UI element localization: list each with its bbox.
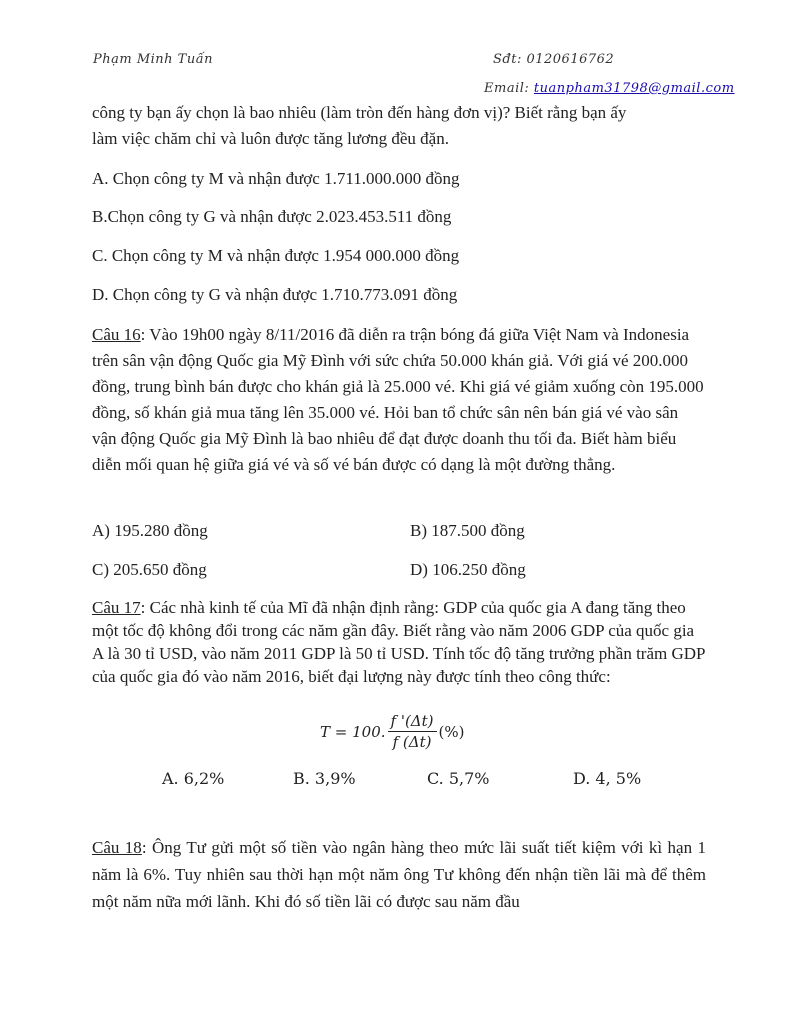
q16-option-d: D) 106.250 đồng bbox=[410, 560, 526, 579]
formula-denominator: f (Δt) bbox=[392, 733, 432, 751]
formula-lhs: T = 100. bbox=[320, 722, 386, 741]
q17-option-a: A. 6,2% bbox=[162, 769, 225, 788]
q15-option-c: C. Chọn công ty M và nhận được 1.954 000.000 đồng bbox=[92, 246, 460, 265]
q18-question bbox=[92, 834, 706, 915]
q15-intro-line1: công ty bạn ấy chọn là bao nhiêu (làm tròn đến hàng đơn vị)? Biết rằng bạn ấy bbox=[92, 103, 627, 122]
q17-label: Câu 17 bbox=[92, 598, 141, 617]
q18-text: : Ông Tư gửi một số tiền vào ngân hàng theo mức lãi suất tiết kiệm với kì hạn 1 năm là 6%. Tuy nhiên sau thời hạn một năm ông Tư không đến nhận tiền lãi mà để thêm một năm nữa mới lãnh. Khi đó số tiền lãi có được sau năm đầu bbox=[92, 838, 707, 911]
email-label: Email: bbox=[484, 81, 534, 96]
q17-text: : Các nhà kinh tế của Mĩ đã nhận định rằng: GDP của quốc gia A đang tăng theo một tốc độ không đổi trong các năm gần đây. Biết rằng vào năm 2006 GDP của quốc gia A là 30 tỉ USD, vào năm 2011 GDP là 50 tỉ USD. Tính tốc độ tăng trưởng phần trăm GDP của quốc gia đó vào năm 2016, biết đại lượng này được tính theo công thức: bbox=[92, 598, 705, 686]
email-link[interactable]: tuanpham31798@gmail.com bbox=[533, 81, 735, 96]
q15-option-a: A. Chọn công ty M và nhận được 1.711.000.000 đồng bbox=[92, 169, 460, 188]
formula-numerator: f '(Δt) bbox=[388, 712, 437, 732]
header-email bbox=[484, 81, 735, 96]
header-phone: Sđt: 0120616762 bbox=[493, 52, 615, 67]
q16-label: Câu 16 bbox=[92, 325, 141, 344]
formula-suffix: (%) bbox=[438, 722, 465, 741]
q17-option-b: B. 3,9% bbox=[293, 769, 356, 788]
q17-formula bbox=[320, 712, 465, 751]
q17-question bbox=[92, 596, 706, 688]
q16-text: : Vào 19h00 ngày 8/11/2016 đã diễn ra trận bóng đá giữa Việt Nam và Indonesia trên sân vận động Quốc gia Mỹ Đình với sức chứa 50.000 khán giả. Với giá vé 200.000 đồng, trung bình bán được cho khán giả là 25.000 vé. Khi giá vé giảm xuống còn 195.000 đồng, số khán giả mua tăng lên 35.000 vé. Hỏi ban tổ chức sân nên bán giá vé vào sân vận động Quốc gia Mỹ Đình là bao nhiêu để đạt được doanh thu tối đa. Biết hàm biểu diễn mối quan hệ giữa giá vé và số vé bán được có dạng là một đường thẳng. bbox=[92, 325, 704, 474]
q16-option-c: C) 205.650 đồng bbox=[92, 560, 207, 579]
q18-label: Câu 18 bbox=[92, 838, 142, 857]
q16-question bbox=[92, 322, 706, 478]
q17-option-c: C. 5,7% bbox=[427, 769, 490, 788]
formula-fraction bbox=[388, 712, 437, 751]
q16-option-b: B) 187.500 đồng bbox=[410, 521, 525, 540]
q17-option-d: D. 4, 5% bbox=[573, 769, 642, 788]
q15-intro-line2: làm việc chăm chỉ và luôn được tăng lương đều đặn. bbox=[92, 129, 449, 148]
q15-option-d: D. Chọn công ty G và nhận được 1.710.773.091 đồng bbox=[92, 285, 458, 304]
q16-option-a: A) 195.280 đồng bbox=[92, 521, 208, 540]
q15-option-b: B.Chọn công ty G và nhận được 2.023.453.511 đồng bbox=[92, 207, 452, 226]
header-author: Phạm Minh Tuấn bbox=[93, 52, 214, 67]
